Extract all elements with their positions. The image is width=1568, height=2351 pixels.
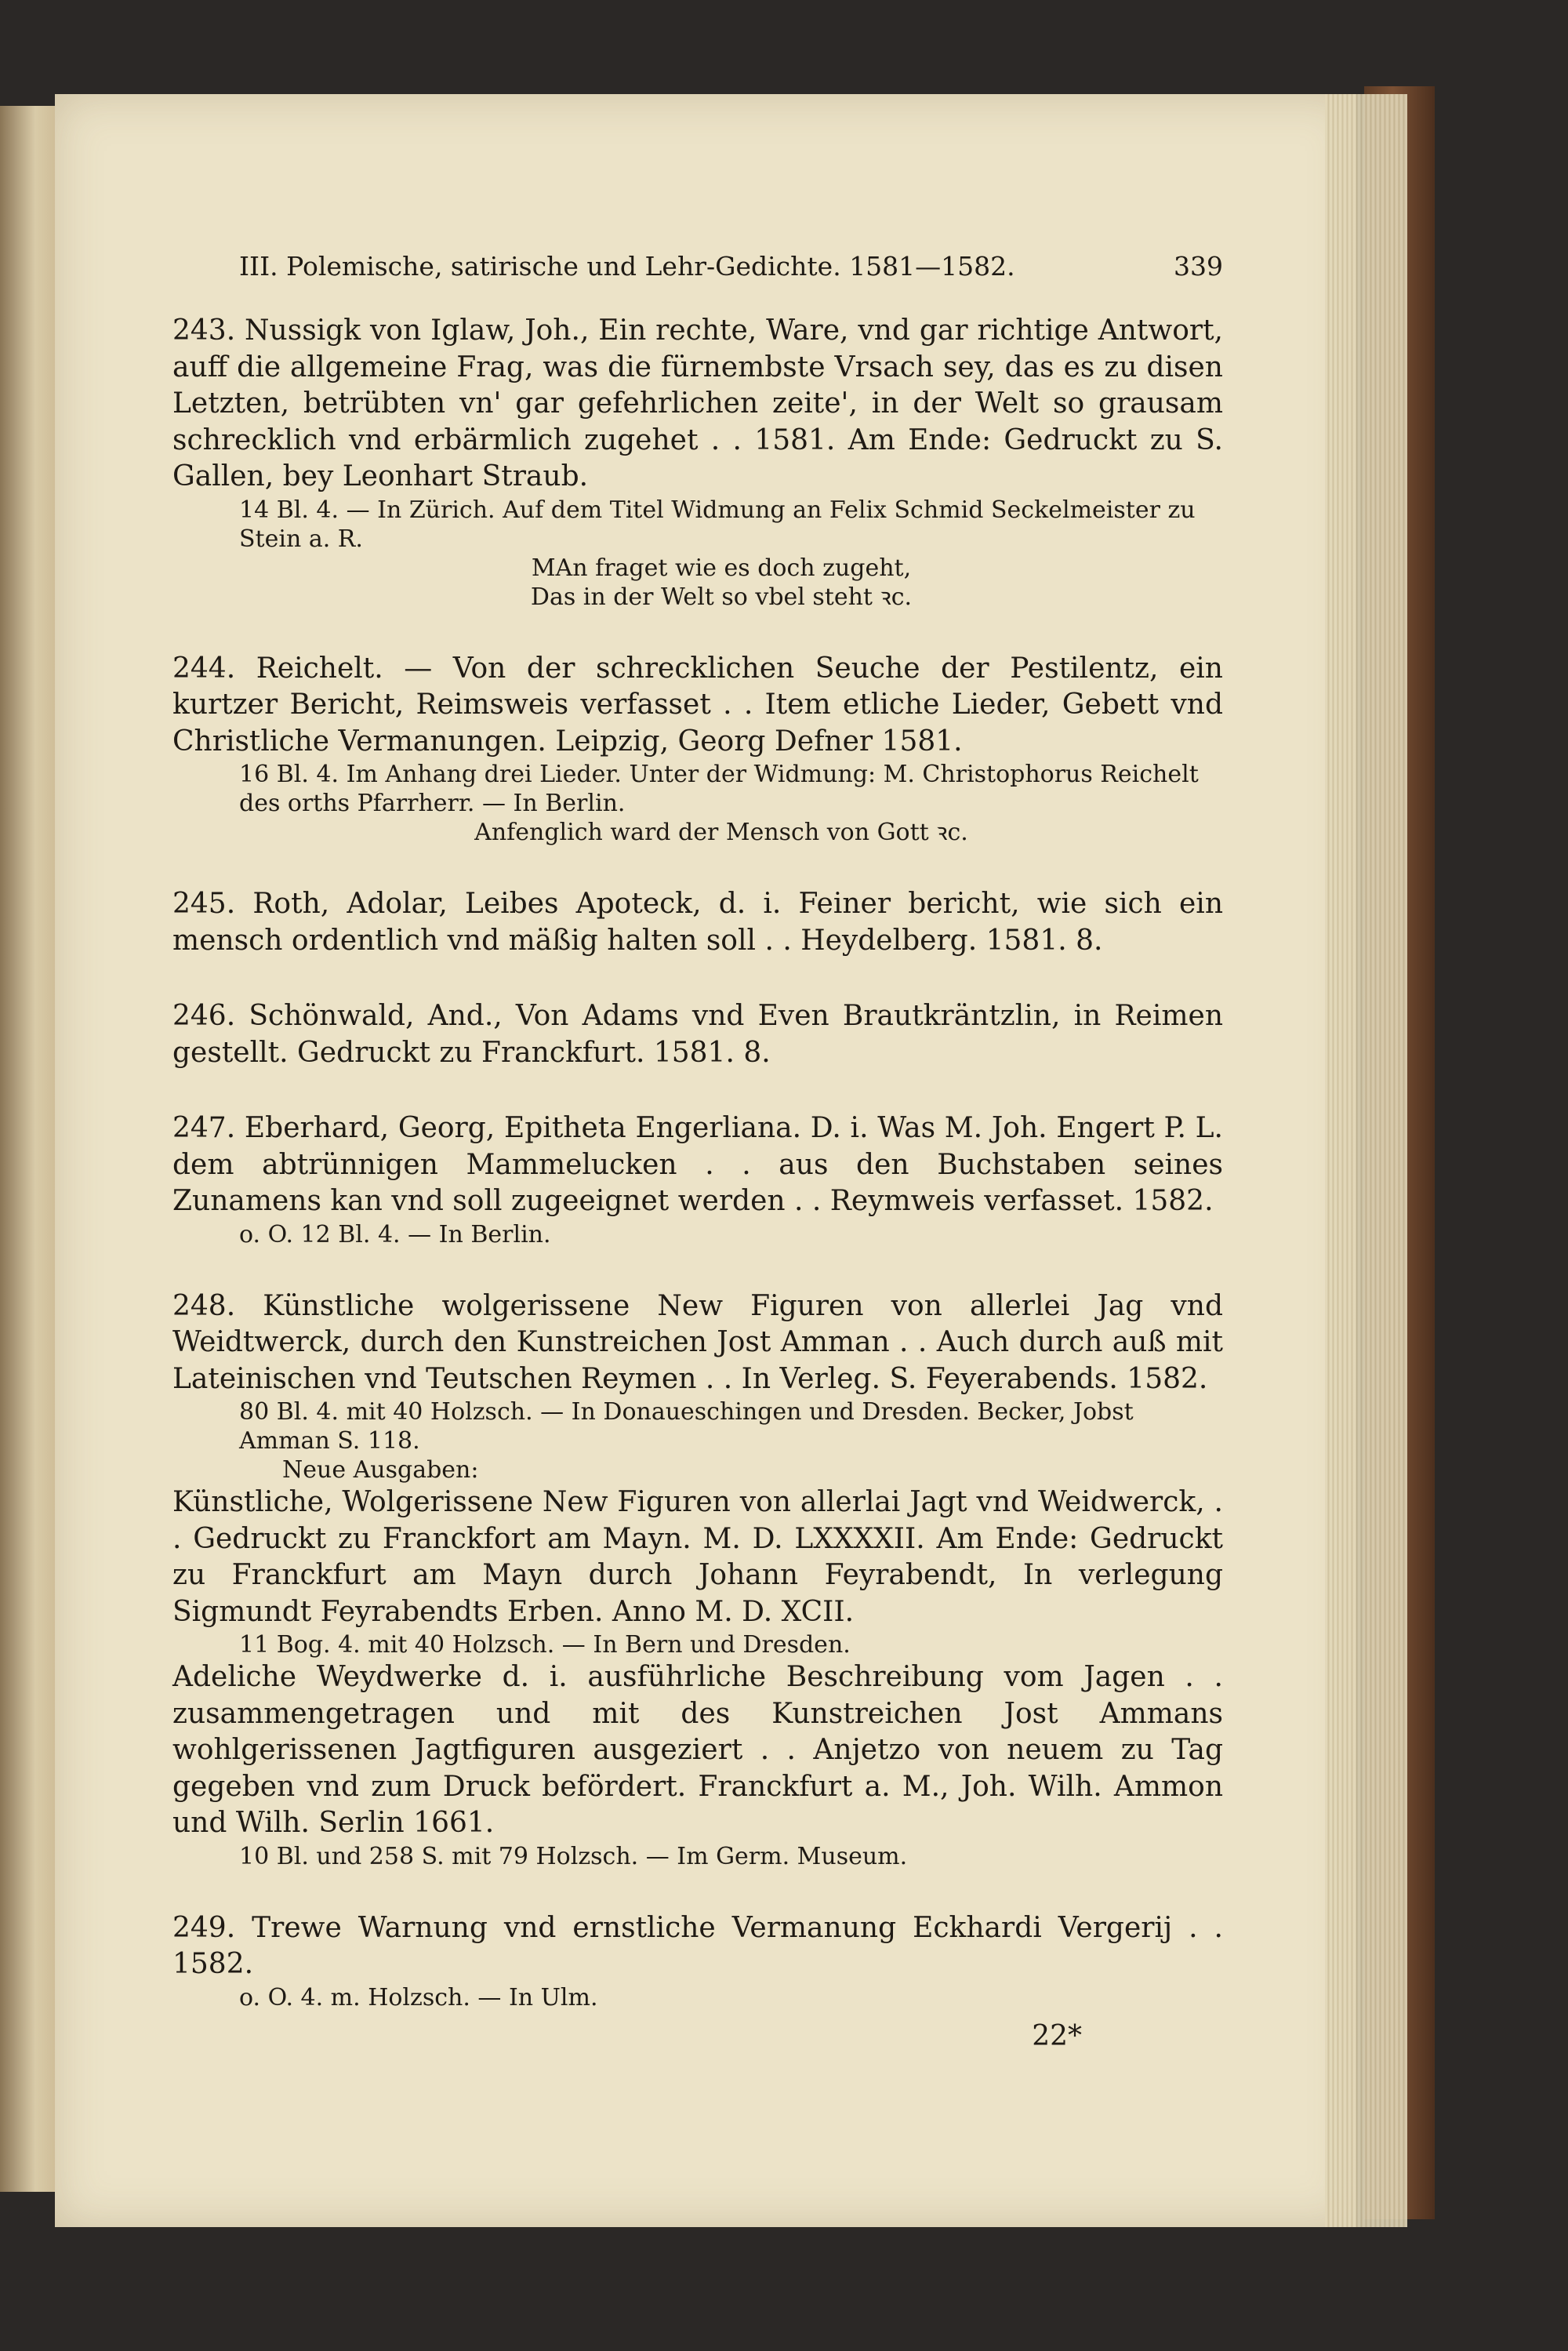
entry-247 — [172, 1110, 1223, 1249]
edition-text: Künstliche, Wolgerissene New Figuren von allerlai Jagt vnd Weidwerck, . . Gedruckt zu Franckfort am Mayn. M. D. LXXXXII. Am Ende: Gedruckt zu Franckfurt am Mayn durch Johann Feyrabendt, In verlegung Sigmundt Feyrabendts Erben. Anno M. D. XCII. — [172, 1486, 1223, 1628]
edition-note: 10 Bl. und 258 S. mit 79 Holzsch. — Im Germ. Museum. — [239, 1842, 908, 1870]
entry-text: 248. Künstliche wolgerissene New Figuren von allerlei Jag vnd Weidtwerck, durch den Kunstreichen Jost Amman . . Auch durch auß mit Lateinischen vnd Teutschen Reymen . . In Verleg. S. Feyerabends. 1582. — [172, 1289, 1223, 1395]
signature-mark: 22* — [1032, 2019, 1082, 2052]
entry-243 — [172, 313, 1223, 612]
verse-line: MAn fraget wie es doch zugeht, — [531, 554, 912, 582]
entry-note: 80 Bl. 4. mit 40 Holzsch. — In Donaueschingen und Dresden. Becker, Jobst Amman S. 118. — [239, 1398, 1134, 1455]
entry-244 — [172, 651, 1223, 848]
entry-246 — [172, 998, 1223, 1071]
page-fore-edge — [1325, 94, 1407, 2227]
entry-249 — [172, 1910, 1223, 2052]
editions-subhead: Neue Ausgaben: — [282, 1456, 479, 1484]
entry-text: 246. Schönwald, And., Von Adams vnd Even Brautkräntzlin, in Reimen gestellt. Gedruckt zu Franckfurt. 1581. 8. — [172, 1000, 1223, 1069]
book-page — [55, 94, 1356, 2227]
edition-note: 11 Bog. 4. mit 40 Holzsch. — In Bern und Dresden. — [239, 1631, 851, 1659]
running-title: III. Polemische, satirische und Lehr-Gedichte. 1581—1582. — [239, 251, 1015, 282]
verse-line: Das in der Welt so vbel steht ꝛc. — [530, 583, 913, 611]
entry-note: o. O. 4. m. Holzsch. — In Ulm. — [239, 1983, 598, 2011]
entry-note: 16 Bl. 4. Im Anhang drei Lieder. Unter der Widmung: M. Christophorus Reichelt des orths Pfarrherr. — In Berlin. — [239, 761, 1199, 817]
entry-note: o. O. 12 Bl. 4. — In Berlin. — [239, 1220, 551, 1248]
running-header — [239, 251, 1223, 282]
entry-text: 244. Reichelt. — Von der schrecklichen Seuche der Pestilentz, ein kurtzer Bericht, Reimsweis verfasset . . Item etliche Lieder, Gebett vnd Christliche Vermanungen. Leipzig, Georg Defner 1581. — [172, 652, 1223, 758]
verse-line: Anfenglich ward der Mensch von Gott ꝛc. — [474, 819, 968, 846]
left-page-edge — [0, 106, 59, 2192]
page-number: 339 — [1174, 251, 1223, 282]
entry-245 — [172, 886, 1223, 959]
entry-text: 249. Trewe Warnung vnd ernstliche Vermanung Eckhardi Vergerij . . 1582. — [172, 1911, 1223, 1980]
entry-text: 243. Nussigk von Iglaw, Joh., Ein rechte, Ware, vnd gar richtige Antwort, auff die allgemeine Frag, was die fürnembste Vrsach sey, das es zu disen Letzten, betrübten vn' gar gefehrlichen zeite', in der Welt so grausam schrecklich vnd erbärmlich zugehet . . 1581. Am Ende: Gedruckt zu S. Gallen, bey Leonhart Straub. — [172, 314, 1223, 492]
entry-248 — [172, 1288, 1223, 1871]
entry-text: 245. Roth, Adolar, Leibes Apoteck, d. i. Feiner bericht, wie sich ein mensch ordentlich vnd mäßig halten soll . . Heydelberg. 1581. 8. — [172, 888, 1223, 957]
edition-text: Adeliche Weydwerke d. i. ausführliche Beschreibung vom Jagen . . zusammengetragen und mit des Kunstreichen Jost Ammans wohlgerissenen Jagtfiguren ausgeziert . . Anjetzo von neuem zu Tag gegeben vnd zum Druck befördert. Franckfurt a. M., Joh. Wilh. Ammon und Wilh. Serlin 1661. — [172, 1661, 1223, 1839]
entry-note: 14 Bl. 4. — In Zürich. Auf dem Titel Widmung an Felix Schmid Seckelmeister zu Stein a. R. — [239, 496, 1196, 553]
entry-text: 247. Eberhard, Georg, Epitheta Engerliana. D. i. Was M. Joh. Engert P. L. dem abtrünnigen Mammelucken . . aus den Buchstaben seines Zunamens kan vnd soll zugeeignet werden . . Reymweis verfasset. 1582. — [172, 1112, 1223, 1217]
page-content — [172, 251, 1223, 2091]
